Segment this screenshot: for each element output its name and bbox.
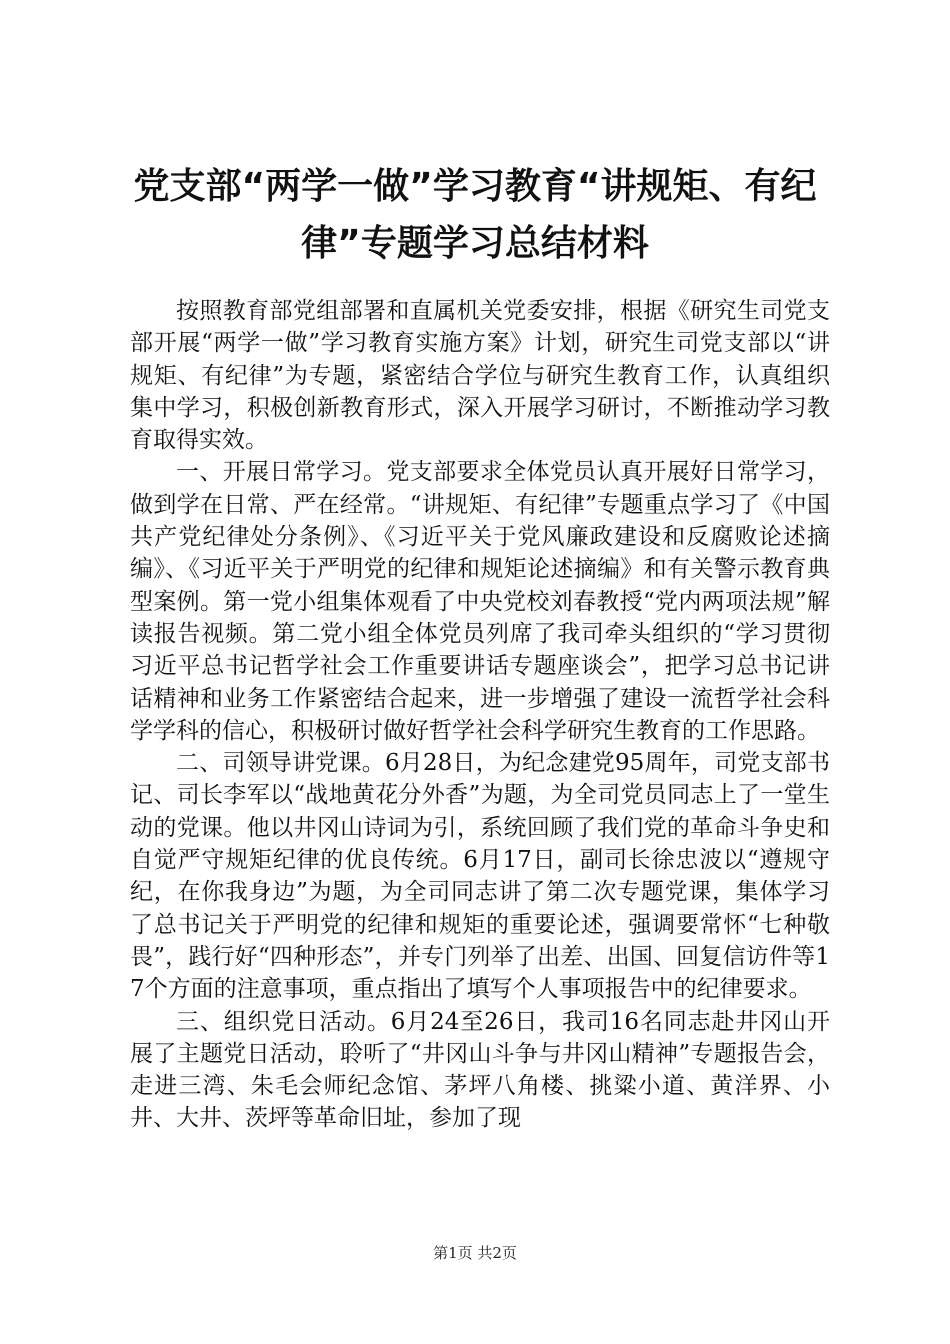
paragraph-party-lecture: 二、司领导讲党课。6月28日，为纪念建党95周年，司党支部书记、司长李军以“战地黄花分外香”为题，为全司党员同志上了一堂生动的党课。他以井冈山诗词为引，系统回顾了我们党的革命斗争史和自觉严守规矩纪律的优良传统。6月17日，副司长徐忠波以“遵规守纪，在你我身边”为题，为全司同志讲了第二次专题党课，集体学习了总书记关于严明党的纪律和规矩的重要论述，强调要常怀“七种敬畏”，践行好“四种形态”，并专门列举了出差、出国、回复信访件等17个方面的注意事项，重点指出了填写个人事项报告中的纪律要求。 — [130, 750, 830, 1003]
paragraph-daily-study: 一、开展日常学习。党支部要求全体党员认真开展好日常学习，做到学在日常、严在经常。“讲规矩、有纪律”专题重点学习了《中国共产党纪律处分条例》、《习近平关于党风廉政建设和反腐败论述摘编》、《习近平关于严明党的纪律和规矩论述摘编》和有关警示教育典型案例。第一党小组集体观看了中央党校刘春教授“党内两项法规”解读报告视频。第二党小组全体党员列席了我司牵头组织的“学习贯彻习近平总书记哲学社会工作重要讲话专题座谈会”，把学习总书记讲话精神和业务工作紧密结合起来，进一步增强了建设一流哲学社会科学学科的信心，积极研讨做好哲学社会科学研究生教育的工作思路。 — [130, 459, 830, 744]
paragraph-party-day: 三、组织党日活动。6月24至26日，我司16名同志赴井冈山开展了主题党日活动，聆听了“井冈山斗争与井冈山精神”专题报告会，走进三湾、朱毛会师纪念馆、茅坪八角楼、挑粱小道、黄洋界、小井、大井、茨坪等革命旧址，参加了现 — [130, 1008, 830, 1132]
page-footer: 第1页 共2页 — [433, 1244, 517, 1262]
document-body — [130, 295, 830, 1135]
paragraph-intro: 按照教育部党组部署和直属机关党委安排，根据《研究生司党支部开展“两学一做”学习教育实施方案》计划，研究生司党支部以“讲规矩、有纪律”为专题，紧密结合学位与研究生教育工作，认真组织集中学习，积极创新教育形式，深入开展学习研讨，不断推动学习教育取得实效。 — [130, 298, 830, 454]
document-title: 党支部“两学一做”学习教育“讲规矩、有纪律”专题学习总结材料 — [133, 166, 817, 264]
